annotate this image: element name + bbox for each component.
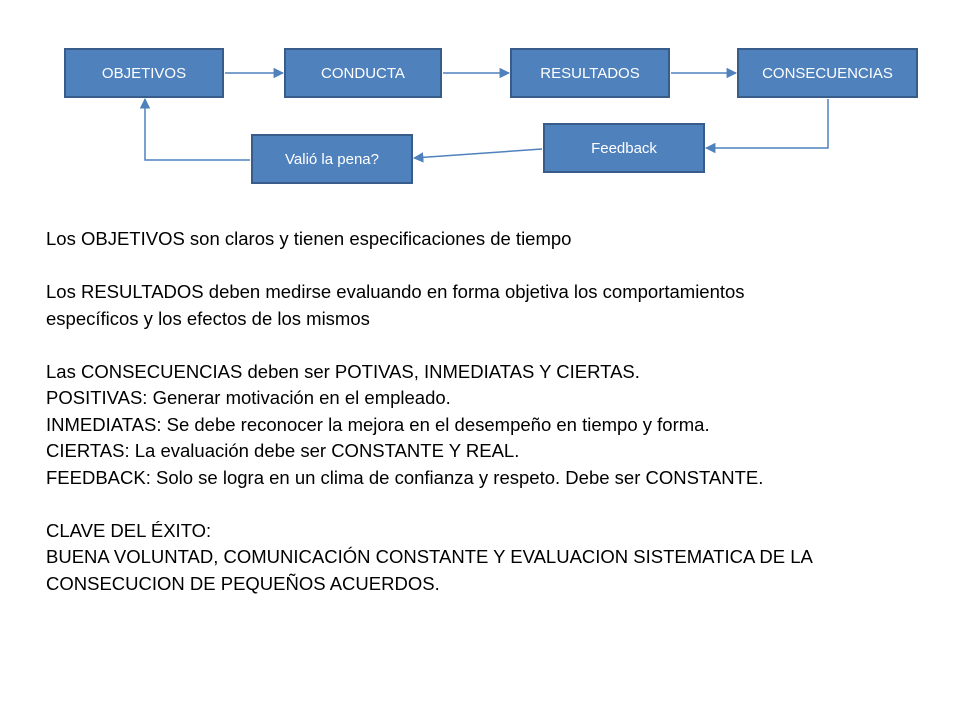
text-clave-titulo: CLAVE DEL ÉXITO: [46,519,212,541]
text-resultados-2: específicos y los efectos de los mismos [46,307,370,329]
box-consecuencias: CONSECUENCIAS [737,48,918,98]
text-consecuencias: Las CONSECUENCIAS deben ser POTIVAS, INMEDIATAS Y CIERTAS. [46,360,640,382]
text-positivas: POSITIVAS: Generar motivación en el empleado. [46,387,451,408]
text-resultados-1: Los RESULTADOS deben medirse evaluando en forma objetiva los comportamientos [46,281,745,302]
box-resultados: RESULTADOS [510,48,670,98]
text-inmediatas: INMEDIATAS: Se debe reconocer la mejora en el desempeño en tiempo y forma. [46,413,710,435]
body-text [46,226,926,597]
text-feedback: FEEDBACK: Solo se logra en un clima de confianza y respeto. Debe ser CONSTANTE. [46,466,764,488]
text-clave-1: BUENA VOLUNTAD, COMUNICACIÓN CONSTANTE Y EVALUACION SISTEMATICA DE LA [46,546,813,567]
arrow-consecuencias-feedback [706,99,828,148]
arrow-valio-objetivos [145,99,250,160]
text-clave-2: CONSECUCION DE PEQUEÑOS ACUERDOS. [46,572,440,594]
box-conducta: CONDUCTA [284,48,442,98]
box-objetivos: OBJETIVOS [64,48,224,98]
arrow-feedback-valio [414,149,542,158]
box-valio-la-pena: Valió la pena? [251,134,413,184]
box-feedback: Feedback [543,123,705,173]
text-objetivos: Los OBJETIVOS son claros y tienen especificaciones de tiempo [46,228,572,249]
text-ciertas: CIERTAS: La evaluación debe ser CONSTANTE Y REAL. [46,440,520,461]
